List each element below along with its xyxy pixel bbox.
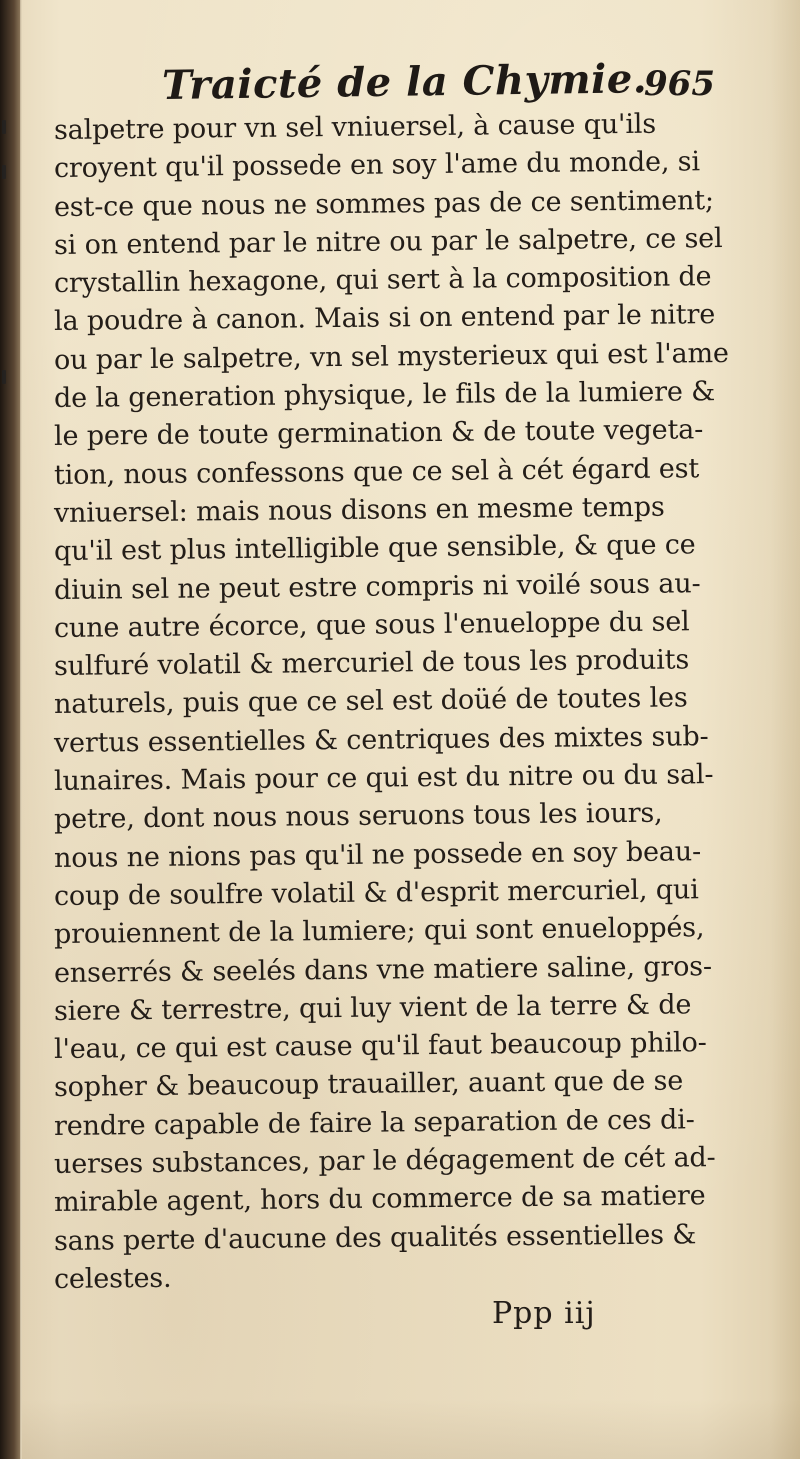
text-line: mirable agent, hors du commerce de sa matiere bbox=[53, 1180, 706, 1219]
text-line: rendre capable de faire la separation de ces di- bbox=[53, 1104, 695, 1142]
text-line: le pere de toute germination & de toute vegeta- bbox=[53, 414, 704, 453]
text-line: tion, nous confessons que ce sel à cét égard est bbox=[53, 452, 700, 491]
ink-mark bbox=[2, 165, 6, 179]
text-line: diuin sel ne peut estre compris ni voilé sous au- bbox=[53, 567, 701, 606]
text-line: uerses substances, par le dégagement de cét ad- bbox=[53, 1142, 716, 1181]
text-line: de la generation physique, le fils de la lumiere & bbox=[53, 376, 716, 415]
running-title: Traicté de la Chymie. bbox=[161, 55, 648, 109]
text-line: vniuersel: mais nous disons en mesme temps bbox=[53, 491, 665, 529]
text-line: croyent qu'il possede en soy l'ame du monde, si bbox=[53, 146, 701, 185]
text-line: enserrés & seelés dans vne matiere saline, gros- bbox=[53, 950, 713, 989]
text-line: cune autre écorce, que sous l'enueloppe du sel bbox=[53, 606, 690, 644]
text-line: l'eau, ce qui est cause qu'il faut beaucoup philo- bbox=[53, 1027, 707, 1066]
body-text bbox=[53, 108, 754, 1299]
text-line: celestes. bbox=[53, 1262, 172, 1295]
page-shading bbox=[22, 1399, 800, 1459]
text-line: sulfuré volatil & mercuriel de tous les produits bbox=[53, 644, 690, 683]
text-line: salpetre pour vn sel vniuersel, à cause qu'ils bbox=[53, 108, 657, 146]
text-line: vertus essentielles & centriques des mixtes sub- bbox=[53, 720, 709, 759]
text-line: naturels, puis que ce sel est doüé de toutes les bbox=[53, 682, 688, 721]
ink-mark bbox=[2, 370, 6, 384]
text-line: sopher & beaucoup trauailler, auant que de se bbox=[53, 1065, 684, 1104]
text-line: est-ce que nous ne sommes pas de ce sentiment; bbox=[53, 184, 715, 223]
page bbox=[22, 0, 800, 1459]
text-line: siere & terrestre, qui luy vient de la terre & de bbox=[53, 989, 692, 1027]
text-line: qu'il est plus intelligible que sensible, & que ce bbox=[53, 529, 696, 568]
text-line: si on entend par le nitre ou par le salpetre, ce sel bbox=[53, 222, 723, 261]
previous-page-edge bbox=[0, 0, 20, 1459]
signature-mark: Ppp iij bbox=[492, 1296, 596, 1331]
ink-mark bbox=[2, 120, 6, 134]
page-number: 965 bbox=[644, 64, 715, 104]
text-line: ou par le salpetre, vn sel mysterieux qui est l'ame bbox=[53, 337, 729, 376]
text-line: petre, dont nous nous seruons tous les iours, bbox=[53, 797, 663, 836]
text-line: nous ne nions pas qu'il ne possede en soy beau- bbox=[53, 835, 702, 874]
text-line: sans perte d'aucune des qualités essentielles & bbox=[53, 1218, 697, 1257]
text-line: coup de soulfre volatil & d'esprit mercuriel, qui bbox=[53, 874, 699, 912]
text-line: la poudre à canon. Mais si on entend par le nitre bbox=[53, 299, 716, 338]
text-line: lunaires. Mais pour ce qui est du nitre ou du sal- bbox=[53, 759, 714, 798]
text-line: prouiennent de la lumiere; qui sont enueloppés, bbox=[53, 912, 705, 951]
text-line: crystallin hexagone, qui sert à la composition de bbox=[53, 261, 712, 300]
